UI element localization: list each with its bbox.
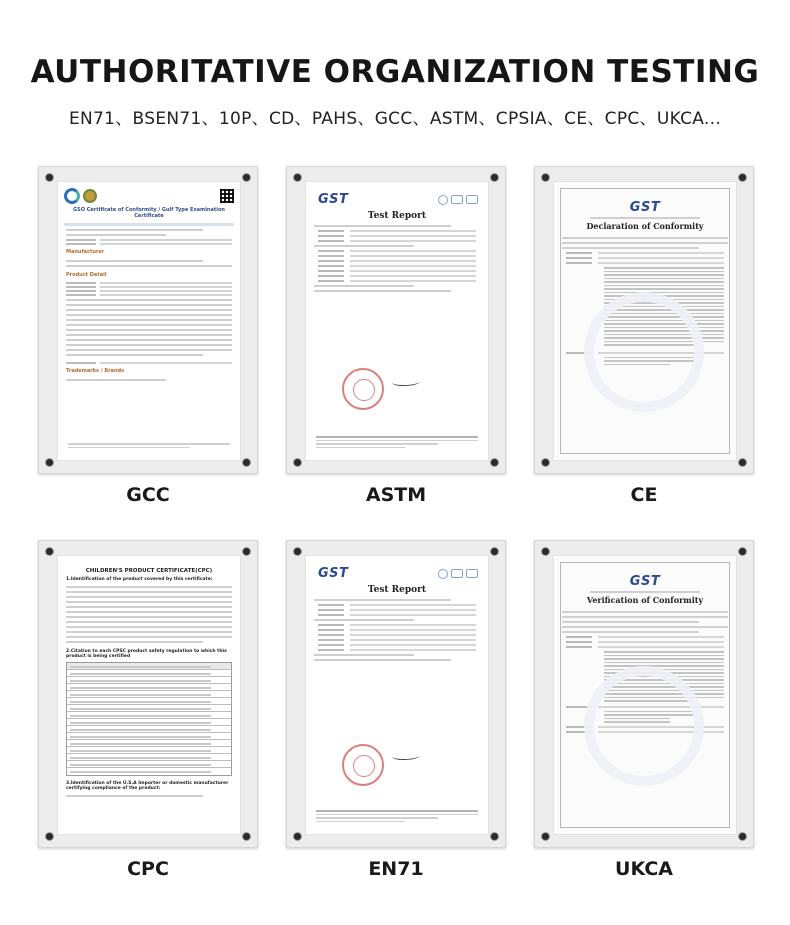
signature-icon xyxy=(392,378,420,386)
screw-icon xyxy=(491,174,498,181)
watermark-icon xyxy=(584,292,704,412)
section-heading: Manufacturer xyxy=(66,249,105,255)
screw-icon xyxy=(739,548,746,555)
screw-icon xyxy=(542,459,549,466)
screw-icon xyxy=(243,174,250,181)
accreditation-badges-icon xyxy=(438,569,478,579)
watermark-icon xyxy=(584,666,704,786)
certificate-frame xyxy=(38,540,258,848)
certificate-frame xyxy=(534,540,754,848)
document-title: Declaration of Conformity xyxy=(586,221,704,231)
certificate-card-ce xyxy=(534,166,754,511)
signature-icon xyxy=(392,752,420,760)
screw-icon xyxy=(294,548,301,555)
certificate-label: CPC xyxy=(127,858,169,880)
certificate-label: CE xyxy=(630,484,658,506)
certificate-label: EN71 xyxy=(368,858,424,880)
screw-icon xyxy=(739,174,746,181)
accreditation-badges-icon xyxy=(438,195,478,205)
screw-icon xyxy=(46,459,53,466)
screw-icon xyxy=(491,833,498,840)
regulation-table xyxy=(66,662,232,776)
certificate-document xyxy=(305,555,489,835)
screw-icon xyxy=(243,548,250,555)
document-title: Verification of Conformity xyxy=(586,595,704,605)
gst-logo: GST xyxy=(318,566,349,581)
document-title: Test Report xyxy=(367,585,427,595)
screw-icon xyxy=(294,459,301,466)
screw-icon xyxy=(243,833,250,840)
section-heading: 2.Citation to each CPSC product safety regulation to which this product is being certified xyxy=(66,649,227,659)
screw-icon xyxy=(491,548,498,555)
screw-icon xyxy=(542,833,549,840)
qr-code-icon xyxy=(220,189,234,203)
official-stamp-icon xyxy=(342,744,384,786)
section-heading: Trademarks / Brands xyxy=(66,368,125,374)
section-heading: Product Detail xyxy=(66,272,107,278)
screw-icon xyxy=(46,548,53,555)
certificate-card-cpc xyxy=(38,540,258,885)
document-title: GSO Certificate of Conformity / Gulf Type Examination Certificate xyxy=(73,207,225,219)
section-heading: 1.Identification of the product covered by this certificate: xyxy=(66,577,213,582)
screw-icon xyxy=(542,174,549,181)
screw-icon xyxy=(491,459,498,466)
document-title: CHILDREN'S PRODUCT CERTIFICATE(CPC) xyxy=(85,568,213,574)
official-stamp-icon xyxy=(342,368,384,410)
page-subtitle: EN71、BSEN71、10P、CD、PAHS、GCC、ASTM、CPSIA、CE、CPC、UKCA... xyxy=(68,109,722,129)
certificate-document xyxy=(553,555,737,835)
certificate-card-ukca xyxy=(534,540,754,885)
certificate-label: ASTM xyxy=(365,484,427,506)
gst-logo: GST xyxy=(318,192,349,207)
certificate-document xyxy=(305,181,489,461)
screw-icon xyxy=(243,459,250,466)
certificate-document xyxy=(553,181,737,461)
certificate-card-en71 xyxy=(286,540,506,885)
certificate-document xyxy=(57,181,241,461)
certificate-frame xyxy=(286,166,506,474)
certificate-document xyxy=(57,555,241,835)
screw-icon xyxy=(294,833,301,840)
screw-icon xyxy=(46,174,53,181)
gst-logo: GST xyxy=(629,200,661,215)
certificate-card-gcc xyxy=(38,166,258,511)
certificate-card-astm xyxy=(286,166,506,511)
gst-logo: GST xyxy=(629,574,661,589)
screw-icon xyxy=(739,459,746,466)
certificate-frame xyxy=(286,540,506,848)
screw-icon xyxy=(294,174,301,181)
page-title: AUTHORITATIVE ORGANIZATION TESTING xyxy=(30,54,760,90)
screw-icon xyxy=(542,548,549,555)
section-heading: 3.Identification of the U.S.A Importer or domestic manufacturer certifying compliance of the product: xyxy=(66,781,229,791)
certificate-label: GCC xyxy=(126,484,170,506)
screw-icon xyxy=(739,833,746,840)
certificate-label: UKCA xyxy=(615,858,673,880)
gso-logo-icon xyxy=(64,188,97,204)
document-title: Test Report xyxy=(367,211,427,221)
screw-icon xyxy=(46,833,53,840)
certificate-frame xyxy=(534,166,754,474)
certificate-frame xyxy=(38,166,258,474)
